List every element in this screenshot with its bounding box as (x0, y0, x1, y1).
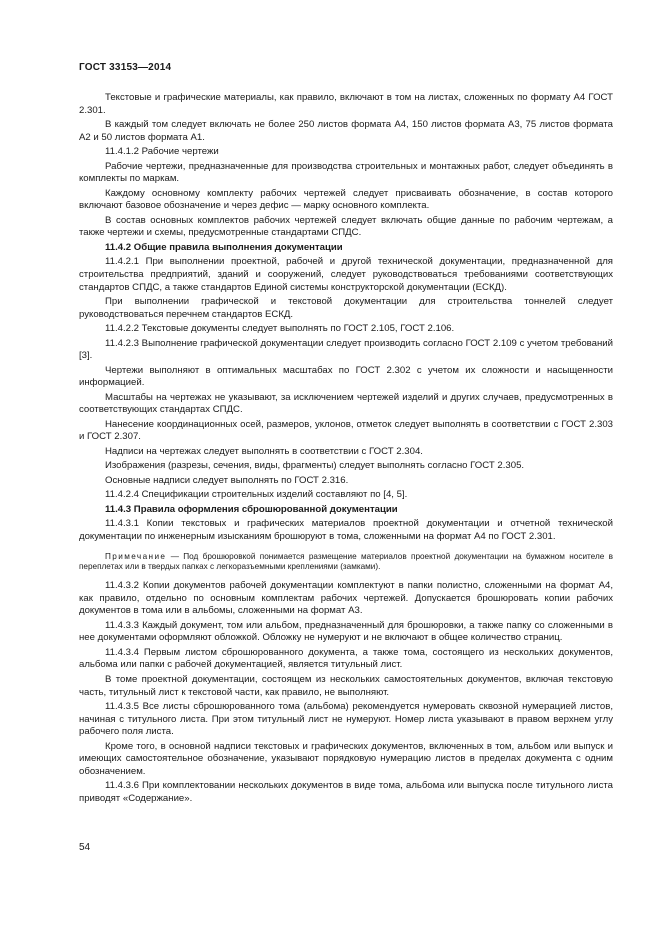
page-number: 54 (79, 842, 91, 853)
paragraph: При выполнении графической и текстовой документации для строительства тоннелей следует руководствоваться перечнем стандартов ЕСКД. (79, 296, 613, 320)
note-text: — Под брошюровкой понимается размещение материалов проектной документации на бумажном носителе в переплетах или в твердых папках с легкоразъемными креплениями (замками). (79, 551, 613, 572)
paragraph: Каждому основному комплекту рабочих чертежей следует присваивать обозначение, в состав которого включают базовое обозначение и через дефис — марку основного комплекта. (79, 187, 613, 212)
paragraph: Кроме того, в основной надписи текстовых и графических документов, включенных в том, альбом или выпуск и имеющих самостоятельное обозначение, указывают порядковую нумерацию листов в пределах документа с одним обозначением. (79, 740, 613, 777)
paragraph: 11.4.2.1 При выполнении проектной, рабочей и другой технической документации, предназначенной для строительства предприятий, зданий и сооружений, следует руководствоваться требованиями соответствующих стандартов СПДС, а также стандартов Единой системы конструкторской документации (ЕСКД). (79, 256, 613, 293)
paragraph: Масштабы на чертежах не указывают, за исключением чертежей изделий и других случаев, предусмотренных в соответствующих стандартах СПДС. (79, 391, 613, 416)
paragraph: Изображения (разрезы, сечения, виды, фрагменты) следует выполнять согласно ГОСТ 2.305. (105, 460, 525, 472)
paragraph: 11.4.3.3 Каждый документ, том или альбом, предназначенный для брошюровки, а также папку со сложенными в нее документами оформляют обложкой. Обложку не нумеруют и не включают в общее количество страниц. (79, 619, 613, 644)
paragraph: Чертежи выполняют в оптимальных масштабах по ГОСТ 2.302 с учетом их сложности и насыщенности информацией. (79, 364, 613, 389)
paragraph: Текстовые и графические материалы, как правило, включают в том на листах, сложенных по формату А4 ГОСТ 2.301. (79, 92, 613, 116)
subsection-heading: 11.4.1.2 Рабочие чертежи (105, 146, 219, 158)
paragraph: В состав основных комплектов рабочих чертежей следует включать общие данные по рабочим чертежам, а также чертежи и схемы, предусмотренные стандартами СПДС. (79, 214, 613, 239)
paragraph: 11.4.2.3 Выполнение графической документации следует производить согласно ГОСТ 2.109 с учетом требований [3]. (79, 337, 613, 362)
paragraph: В каждый том следует включать не более 250 листов формата А4, 150 листов формата А3, 75 листов формата А2 и 50 листов формата А1. (79, 119, 613, 143)
paragraph: Основные надписи следует выполнять по ГОСТ 2.316. (105, 474, 349, 486)
paragraph: 11.4.2.4 Спецификации строительных изделий составляют по [4, 5]. (105, 489, 408, 501)
paragraph: Нанесение координационных осей, размеров, уклонов, отметок следует выполнять в соответствии с ГОСТ 2.303 и ГОСТ 2.307. (79, 418, 613, 443)
paragraph: Рабочие чертежи, предназначенные для производства строительных и монтажных работ, следует объединять в комплекты по маркам. (79, 160, 613, 185)
paragraph: 11.4.3.1 Копии текстовых и графических материалов проектной документации и отчетной технической документации по инженерным изысканиям брошюруют в тома, сложенными на формат А4 по ГОСТ 2.301. (79, 518, 613, 542)
note-label: Примечание (105, 551, 167, 561)
paragraph: Надписи на чертежах следует выполнять в соответствии с ГОСТ 2.304. (105, 445, 423, 457)
paragraph: 11.4.3.5 Все листы сброшюрованного тома (альбома) рекомендуется нумеровать сквозной нумерацией листов, начиная с титульного листа. При этом титульный лист не нумеруют. Номер листа указывают в правом верхнем углу рабочего поля листа. (79, 701, 613, 738)
paragraph: В томе проектной документации, состоящем из нескольких самостоятельных документов, включая текстовую часть, титульный лист к текстовой части, как правило, не выполняют. (79, 673, 613, 698)
section-heading: 11.4.3 Правила оформления сброшюрованной документации (105, 503, 398, 515)
paragraph: 11.4.3.4 Первым листом сброшюрованного документа, а также тома, состоящего из нескольких документов, альбома или папки с рабочей документацией, является титульный лист. (79, 646, 613, 671)
note (79, 552, 613, 574)
paragraph: 11.4.3.2 Копии документов рабочей документации комплектуют в папки полистно, сложенными на формат А4, как правило, отдельно по основным комплектам рабочих чертежей. Допускается брошюровать копии рабочих документов в тома или в альбомы, сложенными на формат А3. (79, 580, 613, 617)
standard-header: ГОСТ 33153—2014 (79, 62, 172, 73)
paragraph: 11.4.3.6 При комплектовании нескольких документов в виде тома, альбома или выпуска после титульного листа приводят «Содержание». (79, 780, 613, 804)
document-body (79, 92, 613, 807)
section-heading: 11.4.2 Общие правила выполнения документации (105, 241, 343, 253)
paragraph: 11.4.2.2 Текстовые документы следует выполнять по ГОСТ 2.105, ГОСТ 2.106. (105, 323, 455, 335)
